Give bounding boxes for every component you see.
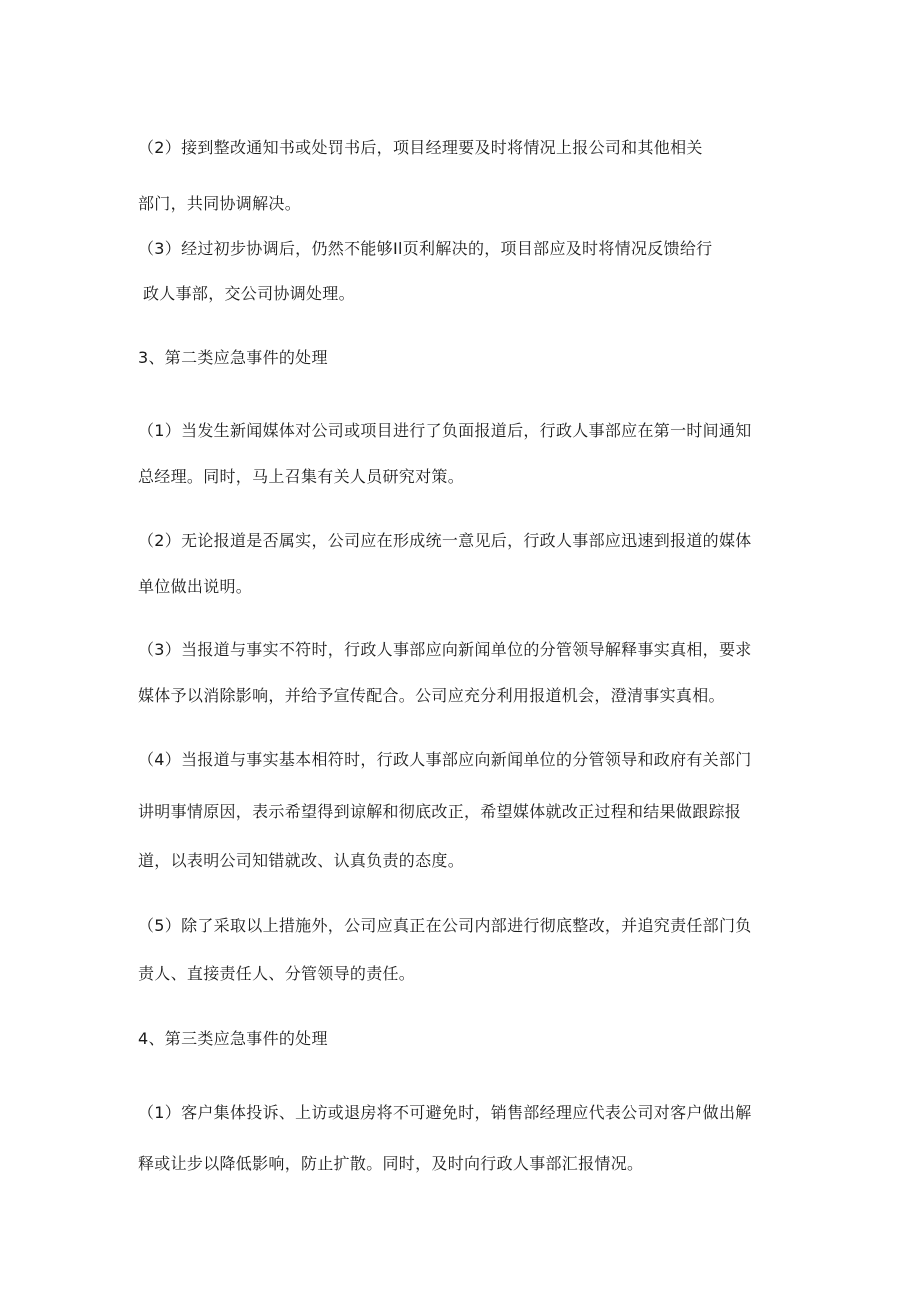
section-heading: 4、第三类应急事件的处理 (138, 1029, 328, 1048)
paragraph-line: 讲明事情原因，表示希望得到谅解和彻底改正，希望媒体就改正过程和结果做跟踪报 (138, 802, 742, 821)
paragraph-line: （3）经过初步协调后，仍然不能够Il页利解决的，项目部应及时将情况反馈给行 (138, 239, 713, 258)
paragraph-line: 单位做出说明。 (138, 577, 253, 596)
paragraph-line: 部门，共同协调解决。 (138, 194, 302, 213)
paragraph-line: （5）除了采取以上措施外，公司应真正在公司内部进行彻底整改，并追究责任部门负 (138, 916, 752, 935)
paragraph-line: 道，以表明公司知错就改、认真负责的态度。 (138, 851, 465, 870)
paragraph-line: 总经理。同时，马上召集有关人员研究对策。 (138, 467, 465, 486)
paragraph-line: （2）无论报道是否属实，公司应在形成统一意见后，行政人事部应迅速到报道的媒体 (138, 531, 752, 550)
paragraph-line: 政人事部，交公司协调处理。 (143, 284, 355, 303)
paragraph-line: （2）接到整改通知书或处罚书后，项目经理要及时将情况上报公司和其他相关 (138, 138, 703, 157)
paragraph-line: 释或让步以降低影响，防止扩散。同时，及时向行政人事部汇报情况。 (138, 1154, 644, 1173)
paragraph-line: 责人、直接责任人、分管领导的责任。 (138, 964, 416, 983)
paragraph-line: （1）当发生新闻媒体对公司或项目进行了负面报道后，行政人事部应在第一时间通知 (138, 421, 752, 440)
paragraph-line: （4）当报道与事实基本相符时，行政人事部应向新闻单位的分管领导和政府有关部门 (138, 750, 752, 769)
paragraph-line: （1）客户集体投诉、上访或退房将不可避免时，销售部经理应代表公司对客户做出解 (138, 1103, 752, 1122)
section-heading: 3、第二类应急事件的处理 (138, 348, 328, 367)
paragraph-line: （3）当报道与事实不符时，行政人事部应向新闻单位的分管领导解释事实真相，要求 (138, 640, 752, 659)
paragraph-line: 媒体予以消除影响，并给予宣传配合。公司应充分利用报道机会，澄清事实真相。 (138, 686, 725, 705)
